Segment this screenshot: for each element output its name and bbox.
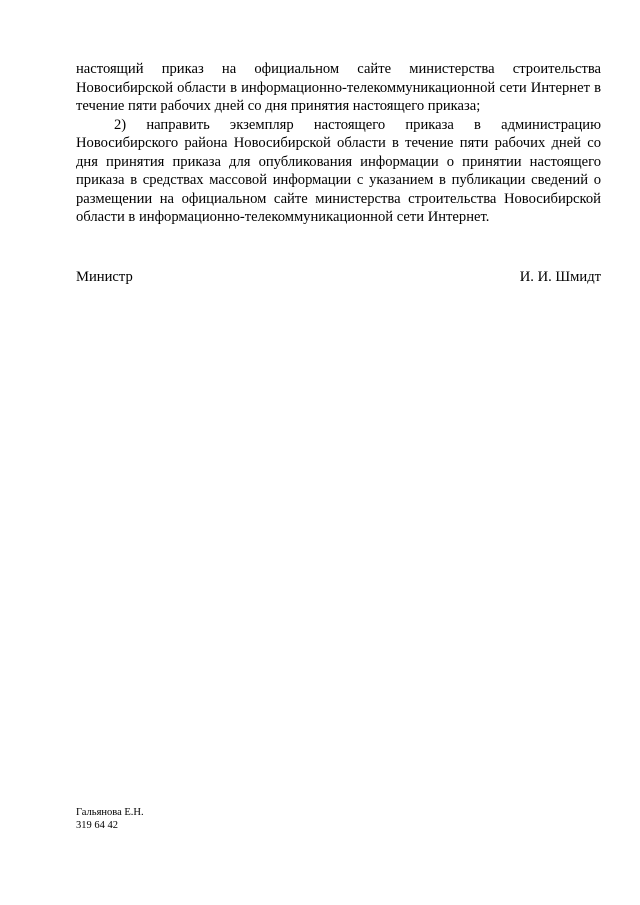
signature-block [76,268,601,286]
signatory-name: И. И. Шмидт [519,269,601,285]
executor-footer [76,806,144,832]
signatory-position: Министр [76,269,133,285]
executor-phone: 319 64 42 [76,820,118,831]
paragraph-item-2: 2) направить экземпляр настоящего приказа в администрацию Новосибирского района Новосибирской области в течение пяти рабочих дней со дня принятия приказа для опубликования информации о принятии настоящего приказа в средствах массовой информации с указанием в публикации сведений о размещении на официальном сайте министерства строительства Новосибирской области в информационно-телекоммуникационной сети Интернет. [76,116,601,225]
document-body [76,60,601,227]
executor-name: Гальянова Е.Н. [76,807,144,818]
paragraph-continuation: настоящий приказ на официальном сайте министерства строительства Новосибирской области в информационно-телекоммуникационной сети Интернет в течение пяти рабочих дней со дня принятия настоящего приказа; [76,61,601,114]
